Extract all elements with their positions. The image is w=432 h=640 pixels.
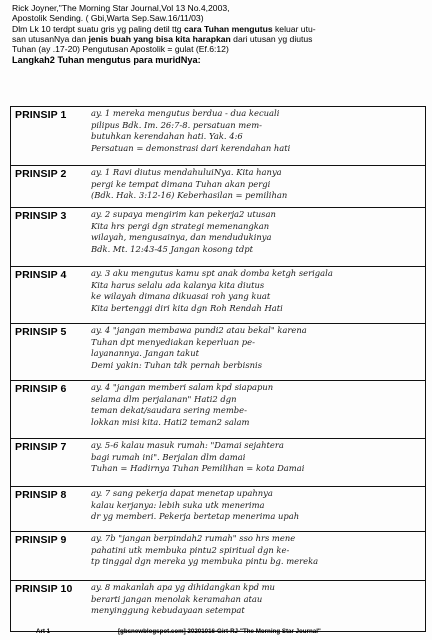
principle-row (11, 208, 425, 267)
principle-label: PRINSIP 5 (15, 326, 67, 338)
handwritten-line: tp tinggal dgn mereka yg membuka pintu bg. mereka (91, 556, 319, 566)
principle-row (11, 381, 425, 439)
intro-line: Dlm Lk 10 terdpt suatu gris yg paling detil ttg cara Tuhan mengutus keluar utu- (12, 23, 316, 34)
principles-table (10, 106, 426, 632)
handwritten-line: (Bdk. Hak. 3:12-16) Keberhasilan = pemilihan (91, 190, 288, 200)
handwritten-line: menyinggung kebudayaan setempat (91, 605, 245, 615)
handwritten-line: Kita harus selalu ada kalanya kita diutus (91, 279, 265, 290)
handwritten-line: layanannya. Jangan takut (91, 348, 199, 358)
handwritten-line: Kita hrs pergi dgn strategi memenangkan (91, 220, 270, 231)
principle-label: PRINSIP 7 (15, 441, 67, 453)
section-subtitle: Langkah2 Tuhan mengutus para muridNya: (12, 55, 201, 66)
handwritten-note (91, 209, 421, 255)
principle-label: PRINSIP 9 (15, 534, 67, 546)
handwritten-line: pahatini utk membuka pintu2 spiritual dgn ke- (91, 544, 290, 555)
handwritten-note (91, 533, 421, 568)
handwritten-note (91, 382, 421, 428)
handwritten-line: butuhkan kerendahan hati. Yak. 4:6 (91, 131, 243, 141)
handwritten-line: ay. 4 "jangan memberi salam kpd siapapun (91, 382, 274, 392)
principle-label: PRINSIP 4 (15, 269, 67, 281)
handwritten-note (91, 108, 421, 154)
intro-line: Tuhan (ay .17-20) Pengutusan Apostolik = gulat (Ef.6:12) (12, 44, 229, 55)
handwritten-line: berarti jangan menolak keramahan atau (91, 593, 263, 604)
handwritten-line: ay. 1 Ravi diutus mendahuluiNya. Kita hanya (91, 167, 282, 177)
principle-row (11, 487, 425, 532)
article-number: Art 1 (36, 628, 51, 635)
handwritten-line: ay. 5-6 kalau masuk rumah: "Damai sejahtera (91, 440, 284, 450)
handwritten-line: kalau kerjanya: lebih suka utk menerima (91, 499, 265, 510)
handwritten-line: Tuhan = Hadirnya Tuhan Pemilihan = kota Damai (91, 463, 305, 473)
handwritten-note (91, 440, 421, 475)
handwritten-line: Kita bertenggi diri kita dgn Roh Rendah Hati (91, 302, 283, 313)
principle-label: PRINSIP 6 (15, 383, 67, 395)
handwritten-line: ay. 8 makanlah apa yg dihidangkan kpd mu (91, 582, 275, 592)
handwritten-line: selama dlm perjalanan" Hati2 dgn (91, 393, 237, 404)
handwritten-note (91, 325, 421, 371)
citation-line: Rick Joyner,"The Morning Star Journal,Vol 13 No.4,2003, (12, 3, 230, 13)
principle-row (11, 324, 425, 381)
principle-row (11, 267, 425, 324)
handwritten-note (91, 268, 421, 314)
handwritten-line: bagi rumah ini". Berjalan dlm damai (91, 451, 246, 462)
handwritten-note (91, 582, 421, 617)
handwritten-line: wilayah, mengusainya, dan mendudukinya (91, 232, 272, 242)
principle-label: PRINSIP 2 (15, 168, 67, 180)
citation-line: Apostolik Sending. ( Gbi,Warta Sep.Saw.16/11/03) (12, 13, 204, 24)
handwritten-note (91, 167, 421, 202)
handwritten-line: Persatuan = demonstrasi dari kerendahan hati (91, 142, 291, 153)
intro-line: san utusanNya dan jenis buah yang bisa kita harapkan dari utusan yg diutus (12, 33, 313, 44)
handwritten-line: dr yg memberi. Pekerja bertetap menerima upah (91, 511, 300, 521)
handwritten-line: Bdk. Mt. 12:43-45 Jangan kosong tdpt (91, 243, 253, 254)
principle-label: PRINSIP 10 (15, 583, 73, 595)
handwritten-line: ay. 7b "jangan berpindah2 rumah" sso hrs mene (91, 533, 296, 543)
principle-row (11, 581, 425, 631)
handwritten-line: ay. 4 "jangan membawa pundi2 atau bekal" karena (91, 325, 307, 335)
handwritten-line: pergi ke tempat dimana Tuhan akan pergi (91, 178, 271, 189)
handwritten-line: ke wilayah dimana dikuasai roh yang kuat (91, 291, 271, 301)
handwritten-line: lokkan misi kita. Hati2 teman2 salam (91, 416, 250, 427)
handwritten-line: Tuhan dpt menyediakan keperluan pe- (91, 336, 255, 347)
document-header (12, 3, 422, 66)
principle-label: PRINSIP 3 (15, 210, 67, 222)
footer-credit: [gbsnewblogspot.com] 20201016-Girt-RJ-"The Morning Star Journal" (118, 628, 321, 635)
principle-row (11, 439, 425, 487)
handwritten-line: teman dekat/saudara sering membe- (91, 405, 247, 415)
handwritten-line: ay. 7 sang pekerja dapat menetap upahnya (91, 488, 273, 498)
principle-row (11, 107, 425, 166)
handwritten-line: Demi yakin: Tuhan tdk pernah berbisnis (91, 359, 262, 370)
handwritten-line: pilipus Bdk. Im. 26:7-8. persatuan mem- (91, 119, 262, 130)
handwritten-line: ay. 1 mereka mengutus berdua - dua kecuali (91, 108, 280, 118)
principle-label: PRINSIP 1 (15, 109, 67, 121)
handwritten-note (91, 488, 421, 523)
principle-label: PRINSIP 8 (15, 489, 67, 501)
principle-row (11, 532, 425, 581)
handwritten-line: ay. 2 supaya mengirim kan pekerja2 utusan (91, 209, 276, 219)
handwritten-line: ay. 3 aku mengutus kamu spt anak domba ketgh serigala (91, 268, 333, 278)
principle-row (11, 166, 425, 208)
